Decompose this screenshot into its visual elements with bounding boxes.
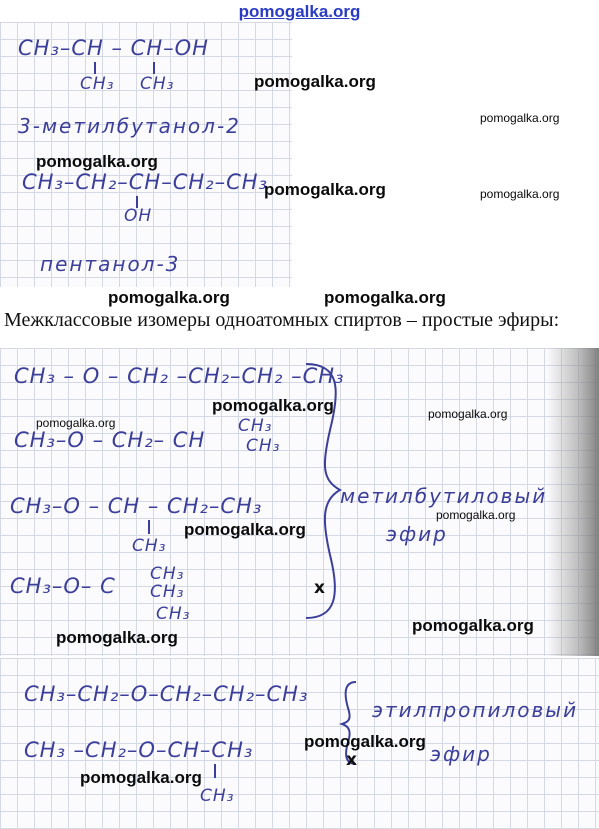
- watermark: pomogalka.org: [480, 187, 560, 201]
- formula-branch-methyl: CH₃: [200, 786, 235, 806]
- group-name-line-2: эфир: [386, 522, 448, 546]
- watermark: pomogalka.org: [56, 628, 178, 647]
- formula-3-methylbutanol-2: CH₃–CH – CH–OH: [18, 36, 209, 60]
- bond-line: [153, 62, 155, 74]
- watermark: pomogalka.org: [212, 396, 334, 415]
- handwritten-ethylpropyl-ethers-image: [0, 658, 599, 829]
- x-mark: x: [314, 578, 325, 598]
- group-name-line-1: метилбутиловый: [340, 484, 548, 508]
- formula-ether-6: CH₃ –CH₂–O–CH–CH₃: [24, 738, 254, 762]
- section-caption: Межклассовые изомеры одноатомных спиртов – простые эфиры:: [4, 309, 560, 331]
- formula-ether-5: CH₃–CH₂–O–CH₂–CH₂–CH₃: [24, 682, 309, 706]
- formula-branch-methyl: CH₃: [132, 536, 167, 556]
- formula-ether-4: CH₃–O– C: [10, 574, 116, 598]
- x-mark: x: [346, 750, 357, 770]
- formula-branch-methyl: CH₃: [246, 436, 281, 456]
- handwritten-methylbutyl-ethers-image: [0, 348, 599, 656]
- name-pentanol-3: пентанол-3: [40, 252, 181, 276]
- watermark: pomogalka.org: [36, 152, 158, 171]
- watermark: pomogalka.org: [80, 768, 202, 787]
- bond-line: [148, 520, 150, 534]
- group-name-line-1: этилпропиловый: [372, 698, 579, 722]
- watermark: pomogalka.org: [184, 520, 306, 539]
- watermark: pomogalka.org: [264, 180, 386, 199]
- watermark: pomogalka.org: [254, 72, 376, 91]
- bond-line: [214, 764, 216, 778]
- name-3-methylbutanol-2: 3-метилбутанол-2: [18, 114, 241, 138]
- formula-branch-methyl: CH₃: [150, 582, 185, 602]
- watermark: pomogalka.org: [304, 732, 426, 751]
- formula-branch-methyl: CH₃: [80, 74, 115, 94]
- formula-ether-3: CH₃–O – CH – CH₂–CH₃: [10, 494, 263, 518]
- formula-ether-2: CH₃–O – CH₂– CH: [14, 428, 206, 452]
- bond-line: [94, 62, 96, 74]
- page-edge-shadow: [547, 348, 599, 656]
- watermark: pomogalka.org: [412, 616, 534, 635]
- watermark: pomogalka.org: [36, 416, 116, 430]
- formula-branch-methyl: CH₃: [156, 604, 191, 624]
- formula-branch-methyl: CH₃: [150, 564, 185, 584]
- watermark: pomogalka.org: [428, 407, 508, 421]
- watermark: pomogalka.org: [480, 111, 560, 125]
- group-name-line-2: эфир: [430, 742, 492, 766]
- formula-branch-hydroxyl: OH: [124, 206, 153, 226]
- watermark: pomogalka.org: [436, 508, 516, 522]
- formula-branch-methyl: CH₃: [140, 74, 175, 94]
- formula-branch-methyl: CH₃: [238, 416, 273, 436]
- formula-ether-1: CH₃ – O – CH₂ –CH₂–CH₂ –CH₃: [14, 364, 345, 388]
- site-link[interactable]: pomogalka.org: [238, 2, 361, 21]
- watermark: pomogalka.org: [108, 288, 230, 307]
- formula-pentanol-3: CH₃–CH₂–CH–CH₂–CH₃: [22, 170, 268, 194]
- watermark: pomogalka.org: [324, 288, 446, 307]
